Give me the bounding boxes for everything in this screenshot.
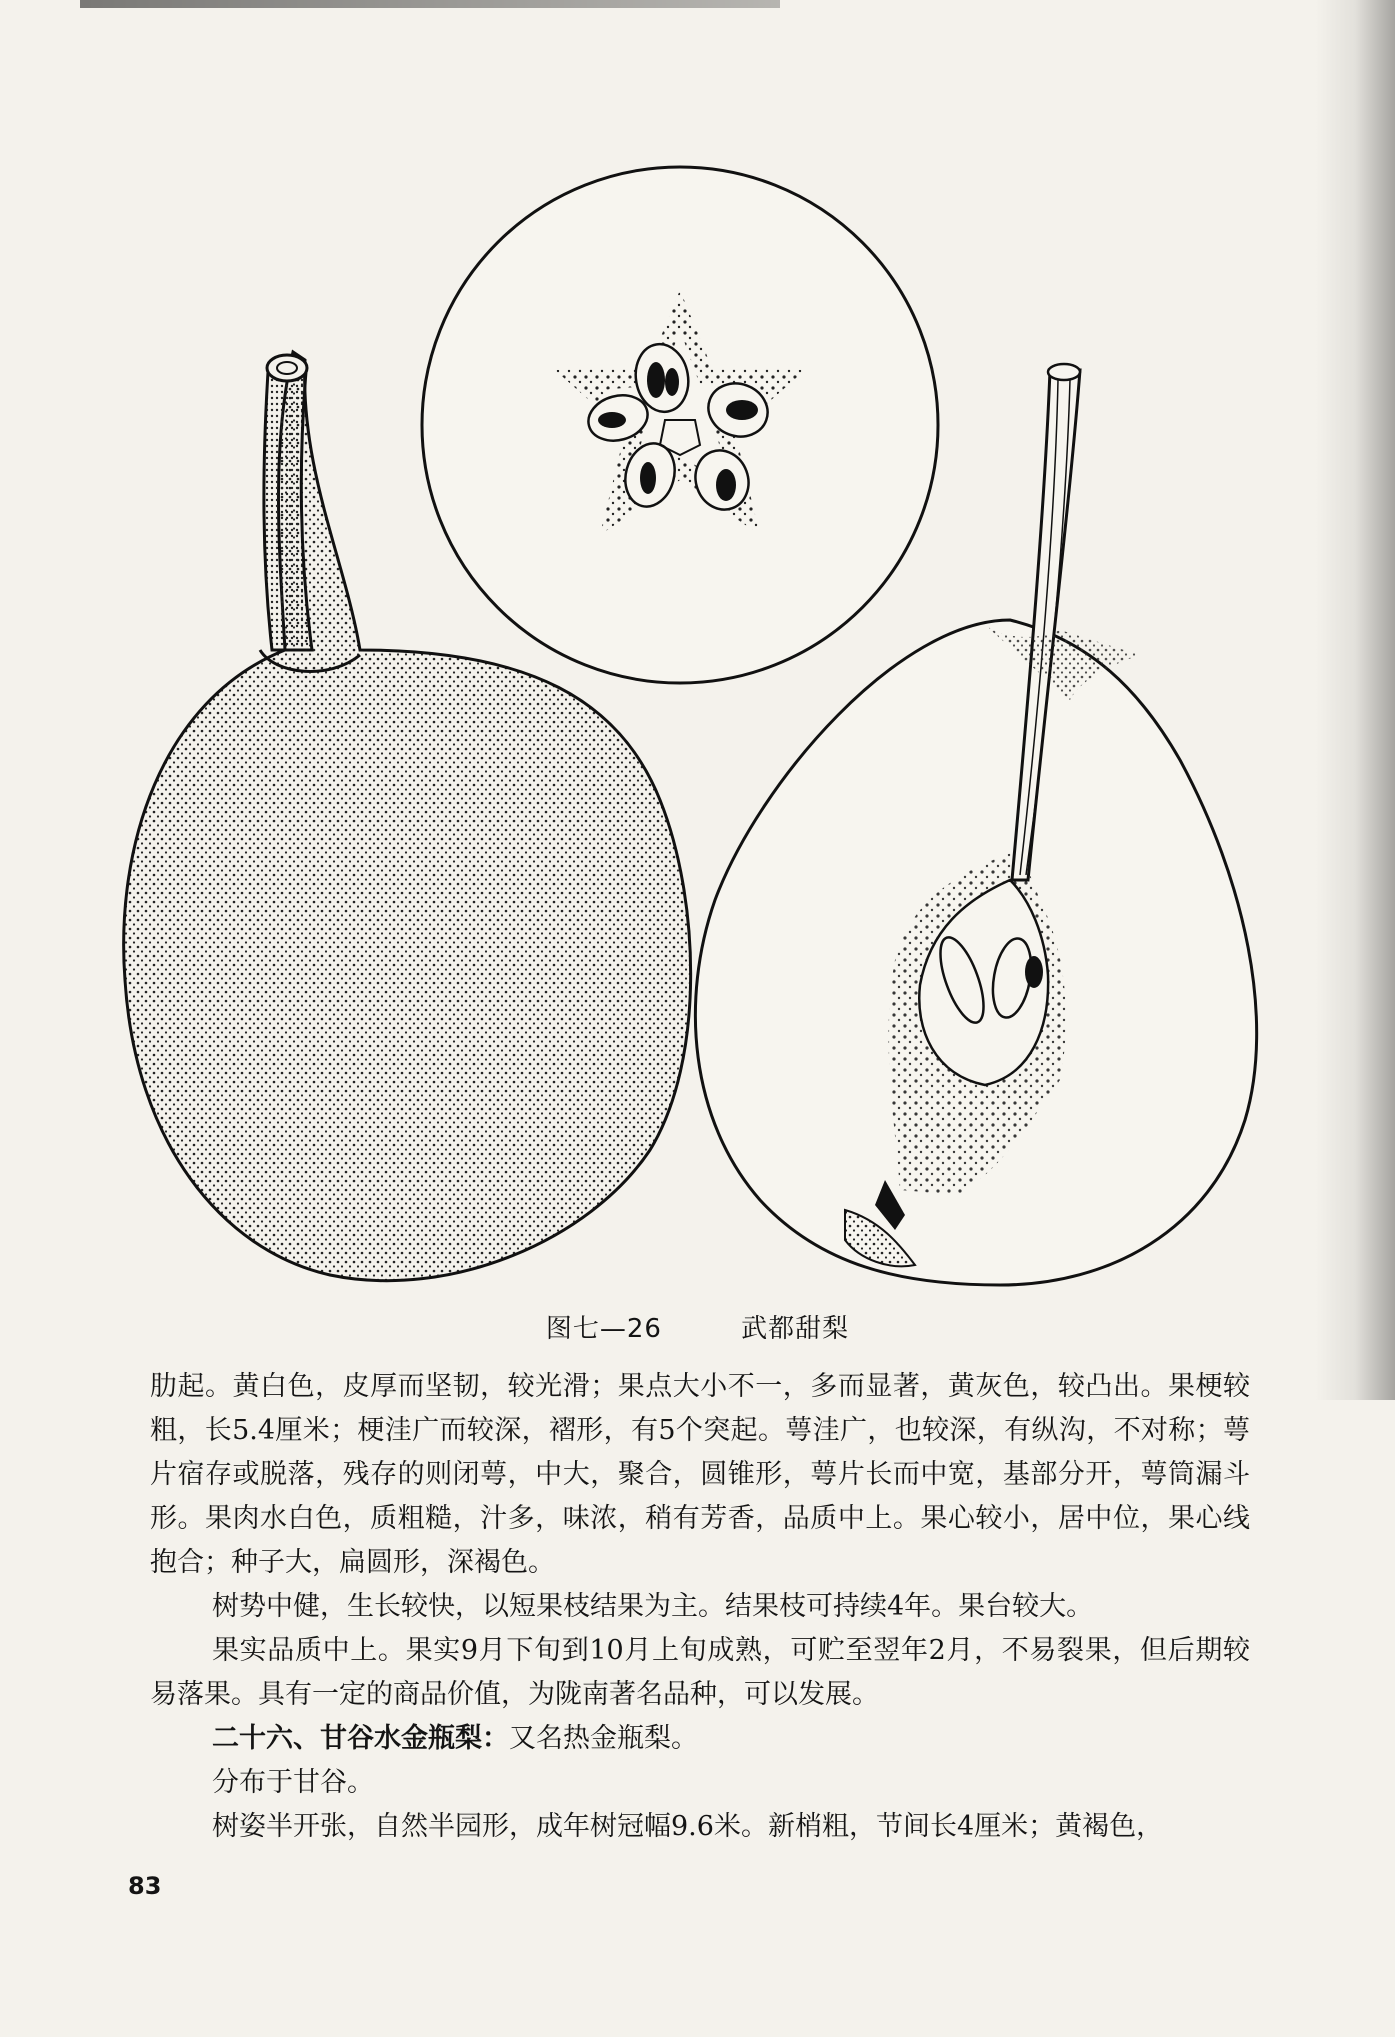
paragraph-2: 树势中健，生长较快，以短果枝结果为主。结果枝可持续4年。果台较大。 [212, 1591, 1094, 1622]
section-heading-title: 二十六、甘谷水金瓶梨： [212, 1723, 509, 1754]
section-heading-alias: 又名热金瓶梨。 [509, 1723, 698, 1754]
figure-caption [0, 1308, 1395, 1345]
paragraph-4: 分布于甘谷。 [212, 1767, 374, 1798]
page-number: 83 [128, 1872, 162, 1900]
section-heading [150, 1717, 1250, 1761]
figure-title: 武都甜梨 [741, 1314, 850, 1344]
paragraph-1: 肋起。黄白色，皮厚而坚韧，较光滑；果点大小不一，多而显著，黄灰色，较凸出。果梗较粗，长5.4厘米；梗洼广而较深，褶形，有5个突起。萼洼广，也较深，有纵沟，不对称；萼片宿存或脱落，残存的则闭萼，中大，聚合，圆锥形，萼片长而中宽，基部分开，萼筒漏斗形。果肉水白色，质粗糙，汁多，味浓，稍有芳香，品质中上。果心较小，居中位，果心线抱合；种子大，扁圆形，深褐色。 [150, 1371, 1250, 1578]
body-text [150, 1365, 1250, 1849]
paragraph-3: 果实品质中上。果实9月下旬到10月上旬成熟，可贮至翌年2月，不易裂果，但后期较易落果。具有一定的商品价值，为陇南著名品种，可以发展。 [150, 1635, 1250, 1710]
pear-cross-section-illustration [422, 167, 938, 683]
paragraph-5: 树姿半开张，自然半园形，成年树冠幅9.6米。新梢粗，节间长4厘米；黄褐色， [212, 1811, 1164, 1842]
figure-number: 图七—26 [545, 1314, 662, 1344]
